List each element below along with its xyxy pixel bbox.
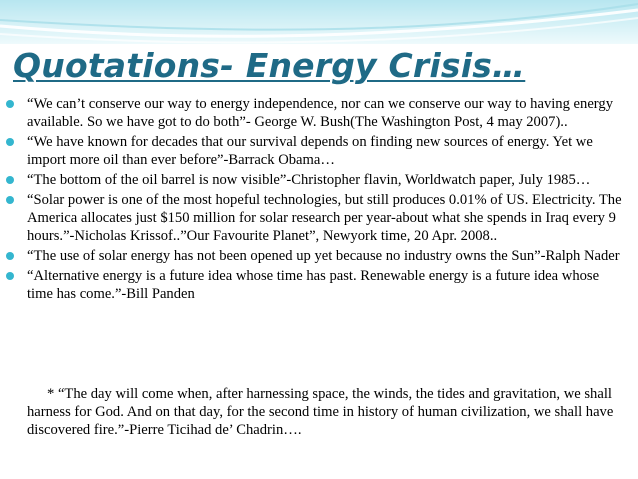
quote-text: “The bottom of the oil barrel is now visible”-Christopher flavin, Worldwatch paper, July 1985… — [27, 172, 591, 188]
list-item — [6, 191, 626, 245]
bullet-icon — [6, 138, 14, 146]
bullet-icon — [6, 272, 14, 280]
final-quote: * “The day will come when, after harnessing space, the winds, the tides and gravitation, we shall harness for God. And on that day, for the second time in history of human civilization, we shall have discovered fire.”-Pierre Ticihad de’ Chadrin…. — [27, 386, 614, 438]
list-item — [6, 247, 626, 265]
list-item — [6, 267, 626, 303]
quote-text: “We have known for decades that our survival depends on finding new sources of energy. Yet we import more oil than ever before”-Barrack Obama… — [27, 134, 593, 168]
bullet-icon — [6, 100, 14, 108]
quote-text: “We can’t conserve our way to energy independence, nor can we conserve our way to having energy available. So we have got to do both”- George W. Bush(The Washington Post, 4 may 2007).. — [27, 96, 613, 130]
slide-title: Quotations- Energy Crisis… — [13, 46, 526, 85]
bullet-icon — [6, 176, 14, 184]
quote-text: “Alternative energy is a future idea whose time has past. Renewable energy is a future idea whose time has come.”-Bill Panden — [27, 268, 600, 302]
list-item — [6, 171, 626, 189]
quote-list — [6, 95, 626, 305]
bullet-icon — [6, 252, 14, 260]
list-item — [6, 95, 626, 131]
bullet-icon — [6, 196, 14, 204]
list-item — [6, 133, 626, 169]
quote-text: “The use of solar energy has not been opened up yet because no industry owns the Sun”-Ralph Nader — [27, 248, 620, 264]
quote-text: “Solar power is one of the most hopeful technologies, but still produces 0.01% of US. Electricity. The America allocates just $150 million for solar research per year-about what she spends in Iraq every 9 hours.”-Nicholas Krissof..”Our Favourite Planet”, Newyork time, 20 Apr. 2008.. — [27, 192, 622, 244]
